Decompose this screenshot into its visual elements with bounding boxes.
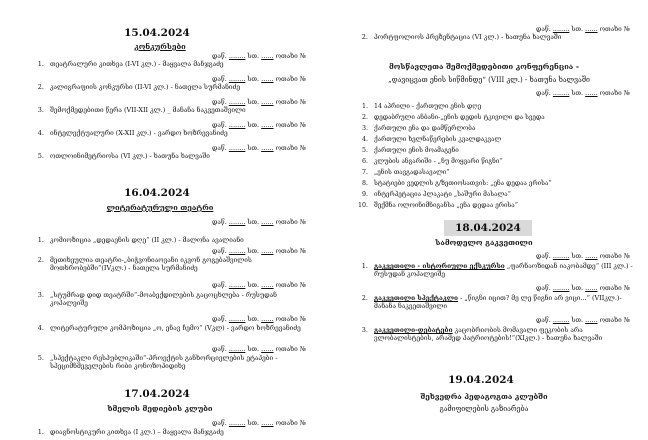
meta-line: დაწ. ........ სთ. ...... ოთახი № — [536, 316, 630, 324]
heading-media-club: ხმელის მედიების კლუბი — [107, 404, 213, 413]
meta-line: დაწ. ........ სთ. ...... ოთახი № — [536, 89, 630, 97]
teachers-club-subtitle: გამიფილების გაზიარება — [439, 405, 529, 413]
meta-line: დაწ. ........ სთ. ...... ოთახი № — [212, 281, 306, 289]
date-18-04: 18.04.2024 — [444, 220, 532, 236]
heading-creative-conference: მოსწავლეთა შემოქმედებითი კონფერენცია - — [388, 62, 579, 71]
list-item: 3. ქართული ენა და დამწერლობა — [361, 125, 476, 132]
list-item: 1. გაკვეთილი - ისტორიული ექსკურსი „ფარნაოზიდან იაკობამდე“ (III კლ.) - რუსუდან კოპალეიშე — [361, 262, 633, 278]
date-19-04: 19.04.2024 — [448, 374, 514, 386]
conference-subtitle: „დავიცვათ ენის სიწმინდე“ (VIII კლ.) - ხათუნა ხალვაში — [388, 76, 590, 84]
list-item: 10. შექმნა ოლოინიმნიგანსა „ენა დედაა ერისა“ — [357, 202, 518, 209]
date-16-04: 16.04.2024 — [124, 187, 190, 199]
meta-line: დაწ. ........ სთ. ...... ოთახი № — [212, 121, 306, 129]
list-item: 5. „სპექტაკლი რესპუბლიკაში“-პროექტის განხორციელების ეტაპები - სპეციმნმეველების რიბი კონოზოპიდიხე — [37, 354, 278, 370]
list-item: 7. „ენის თავგადასავალი“ — [361, 169, 450, 176]
list-item: 2. პორტფოლიოს პრეზენტაცია (VI კლ.) - ხათუნა ხალვაში — [361, 33, 562, 41]
meta-line: დაწ. ........ სთ. ...... ოთახი № — [212, 419, 306, 427]
list-item: 2. დედაბრული ანბანი-„ენის დედის ტკივილი და სვედა — [361, 114, 545, 121]
list-item: 9. ინტერპეტაცია პლაკატი „საშური მასალა“ — [361, 191, 511, 198]
meta-line: დაწ. ........ სთ. ...... ოთახი № — [536, 252, 630, 260]
meta-line: დაწ. ........ სთ. ...... ოთახი № — [536, 284, 630, 292]
list-item: 6. კლუბის ანგარიში - „ნუ მოყვარი წიგნი“ — [361, 158, 503, 165]
meta-line: დაწ. ........ სთ. ...... ოთახი № — [212, 218, 306, 226]
meta-line: დაწ. ........ სთ. ...... ოთახი № — [212, 75, 306, 83]
list-item: 1. თეატრალური კითხვა (I-VI კლ.) - მაყვალა მანჯგაძე — [37, 60, 224, 68]
date-17-04: 17.04.2024 — [124, 388, 190, 400]
list-item: 5. ქართული ენის მოამაგენი — [361, 147, 459, 154]
list-item: 2. მეთიხეულია თეატრი-„ბიჭვონიაოვანი იკვონ გოგებაშვილის მოთხრობებში“(IVკლ.) - ნათელა სურმანიძე — [37, 256, 252, 272]
meta-line: დაწ. ........ სთ. ...... ოთახი № — [212, 144, 306, 152]
list-item: 2. გაკვეთილი სპექტაკლი - „წიგნი იცით? მე ლე წიგნი არ ვიცი...“ (VIIკლ.)- მანანა ნაკვეთაშვილი — [361, 294, 622, 310]
list-item: 3. „სტუმრად დიდ თეატრში“-მოაბექდილების გაცოცხლება - რუსუდან კოპალეიშე — [37, 291, 277, 307]
meta-line: დაწ. ........ სთ. ...... ოთახი № — [212, 345, 306, 353]
list-item: 4. ლიტერატურული კომპოზიცია „ო, ენავ ჩემო“ (Vკლ) - ვარდო ხოზრევანიძე — [37, 324, 301, 332]
meta-line: დაწ. ........ სთ. ...... ოთახი № — [536, 25, 630, 33]
list-item: 3. გაკვეთილი-დებატები კაცობრიობის მომავალი ფეკობის არა ვლობალისტების, არამედ პატრიოტების!“(XIკლ.) - ხათუნა ხალვაში — [361, 326, 603, 342]
list-item: 5. ოთლოინიმეტრიოსა (VI კლ.) - ხათუნა ხალვაში — [37, 152, 210, 160]
meta-line: დაწ. ........ სთ. ...... ოთახი № — [212, 52, 306, 60]
list-item: 2. კალიგრაფიის კონკურსი (II-VI კლ.) - ნათელა სურმანიძე — [37, 83, 240, 91]
list-item: 1. 14 აპრილი - ქართული ენის დღე — [361, 103, 482, 110]
list-item: 1. კომიოზიცია „დედაენის დღე“ (II კლ.) - მალონა ავალიანი — [37, 236, 244, 244]
meta-line: დაწ. ........ სთ. ...... ოთახი № — [212, 247, 306, 255]
date-15-04: 15.04.2024 — [124, 27, 190, 39]
heading-model-lesson: სამოდელო გაკვეთილი — [435, 238, 533, 247]
heading-teachers-club: შეხვედრა პედაგოგთა კლუბში — [420, 392, 548, 401]
list-item: 8. სტატიები ვედლის გ/ზეთიოსათვის: „ენა დედაა ერისა“ — [361, 180, 552, 187]
list-item: 3. შემოქმედებითი წერა (VII-XII კლ.) _ მანანა ნაკვეთაშვილი — [37, 106, 246, 114]
heading-contests: კონკურსები — [134, 42, 186, 51]
meta-line: დაწ. ........ სთ. ...... ოთახი № — [212, 315, 306, 323]
list-item: 4. ინტელექტუალური (X-XII კლ.) - ვარდო ხოზრევანიძე — [37, 129, 228, 137]
meta-line: დაწ. ........ სთ. ...... ოთახი № — [212, 98, 306, 106]
list-item: 4. ქართული ხელნაწერების კვალდაკვალ — [361, 136, 502, 143]
heading-literary-theatre: ლიტერატურული თეატრი — [106, 203, 214, 212]
list-item: 1. დიაგნოსტიკური კითხვა (I კლ.) – მაყვალა მანჯგაძე — [37, 428, 224, 436]
